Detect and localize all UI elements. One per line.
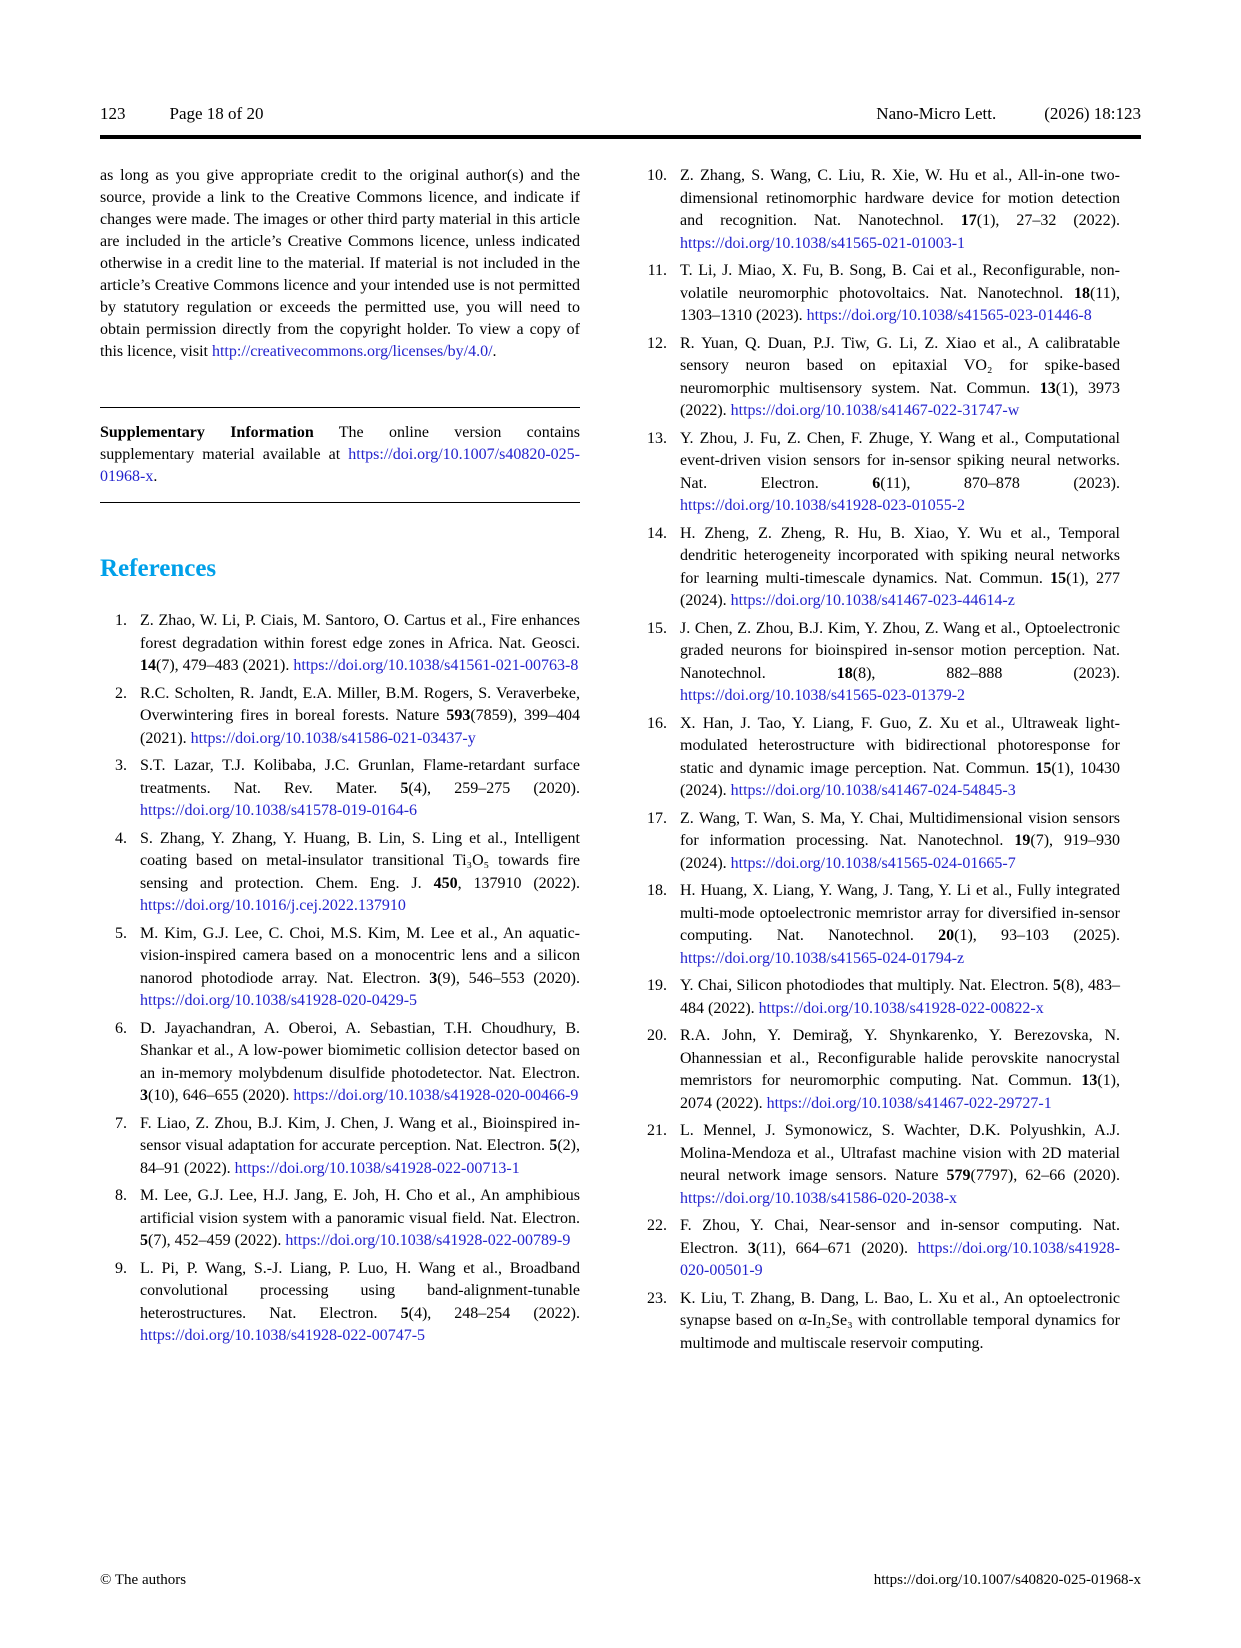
header-right <box>876 104 1141 124</box>
doi-link[interactable]: https://doi.org/10.1038/s41928-022-00713-1 <box>234 1159 520 1177</box>
reference-number: 9. <box>115 1259 127 1277</box>
reference-text-segment: 18 <box>836 664 853 682</box>
reference-text-segment: (8), 483–484 (2022). <box>680 977 1120 1017</box>
doi-link[interactable]: https://doi.org/10.1038/s41565-023-01379-2 <box>680 687 966 704</box>
reference-text-segment: (1), 27–32 (2022). <box>976 212 1120 229</box>
reference-item <box>640 1120 1120 1210</box>
reference-number: 8. <box>115 1187 127 1204</box>
reference-item <box>640 1215 1120 1283</box>
reference-item <box>640 523 1120 613</box>
reference-text-segment: (1), 277 (2024). <box>680 569 1120 609</box>
reference-text-segment: Z. Wang, T. Wan, S. Ma, Y. Chai, Multidimensional vision sensors for information processing. Nat. Nanotechnol. <box>680 809 1120 849</box>
reference-item <box>640 165 1120 255</box>
copyright-notice: © The authors <box>100 1572 187 1588</box>
reference-item <box>100 828 580 918</box>
reference-text <box>140 755 580 823</box>
doi-link[interactable]: https://doi.org/10.1016/j.cej.2022.137910 <box>140 897 406 914</box>
reference-number: 13. <box>647 429 667 447</box>
reference-text <box>680 260 1120 328</box>
doi-link[interactable]: https://doi.org/10.1038/s41565-024-01794-z <box>680 949 965 967</box>
article-number: 123 <box>100 104 126 123</box>
doi-link[interactable]: https://doi.org/10.1038/s41467-022-31747-w <box>730 402 1020 419</box>
reference-text-segment: (2), 84–91 (2022). <box>140 1137 580 1177</box>
right-column <box>640 165 1120 1360</box>
reference-text <box>140 923 580 1013</box>
reference-text-segment: S.T. Lazar, T.J. Kolibaba, J.C. Grunlan, Flame-retardant surface treatments. Nat. Rev. Mater. <box>140 757 580 797</box>
supplementary-text: . <box>153 468 158 485</box>
reference-text-segment: 19 <box>1014 832 1031 849</box>
reference-number: 19. <box>647 977 667 994</box>
reference-text <box>680 618 1120 708</box>
reference-text <box>140 683 580 751</box>
reference-text-segment: (4), 259–275 (2020). <box>408 779 580 797</box>
reference-text-segment: T. Li, J. Miao, X. Fu, B. Song, B. Cai et al., Reconfigurable, non-volatile neuromorphic photovoltaics. Nat. Nanotechnol. <box>680 262 1120 302</box>
reference-text-segment: (1), 2074 (2022). <box>680 1072 1120 1112</box>
reference-text-segment: 17 <box>960 212 977 229</box>
doi-link[interactable]: https://doi.org/10.1038/s41928-020-0429-5 <box>140 992 418 1009</box>
license-text: . <box>492 343 497 360</box>
reference-number: 6. <box>115 1019 127 1037</box>
reference-number: 1. <box>115 612 127 629</box>
reference-text <box>140 1018 580 1108</box>
reference-text <box>680 428 1120 518</box>
reference-number: 3. <box>115 757 127 774</box>
left-column <box>100 165 580 1360</box>
footer-doi: https://doi.org/10.1007/s40820-025-01968-x <box>873 1572 1141 1588</box>
reference-text-segment: 450 <box>433 874 458 892</box>
reference-text <box>680 165 1120 255</box>
reference-item <box>640 975 1120 1020</box>
reference-text <box>140 1258 580 1348</box>
reference-text-segment: D. Jayachandran, A. Oberoi, A. Sebastian, T.H. Choudhury, B. Shankar et al., A low-power biomimetic collision detector based on an in-memory molybdenum disulfide photodetector. Nat. Electron. <box>140 1019 580 1082</box>
doi-link[interactable]: https://doi.org/10.1038/s41467-024-54845-3 <box>730 782 1016 799</box>
doi-link[interactable]: https://doi.org/10.1038/s41565-021-01003-1 <box>680 234 966 252</box>
reference-number: 20. <box>647 1027 667 1044</box>
reference-item <box>640 1288 1120 1356</box>
reference-item <box>100 1113 580 1181</box>
reference-number: 4. <box>115 829 127 847</box>
doi-link[interactable]: https://doi.org/10.1038/s41928-023-01055-2 <box>680 497 966 514</box>
reference-text <box>140 1185 580 1253</box>
reference-number: 21. <box>647 1122 667 1139</box>
reference-number: 10. <box>647 167 667 184</box>
reference-text-segment: 5 <box>1052 977 1061 994</box>
reference-item <box>640 333 1120 423</box>
reference-text-segment: H. Zheng, Z. Zheng, R. Hu, B. Xiao, Y. Wu et al., Temporal dendritic heterogeneity incorporated with spiking neural networks for learning multi-timescale dynamics. Nat. Commun. <box>680 524 1120 587</box>
reference-text <box>140 610 580 678</box>
reference-item <box>640 713 1120 803</box>
reference-text-segment: L. Mennel, J. Symonowicz, S. Wachter, D.K. Polyushkin, A.J. Molina-Mendoza et al., Ultrafast machine vision with 2D material neural network image sensors. Nature <box>680 1122 1120 1184</box>
reference-text <box>680 808 1120 876</box>
reference-text-segment: 5 <box>400 1304 409 1322</box>
doi-link[interactable]: https://doi.org/10.1038/s41565-023-01446-8 <box>806 307 1092 324</box>
reference-text-segment: (10), 646–655 (2020). <box>148 1087 294 1104</box>
reference-text-segment: M. Kim, G.J. Lee, C. Choi, M.S. Kim, M. Lee et al., An aquatic-vision-inspired camera based on a monocentric lens and a silicon nanorod photodiode array. Nat. Electron. <box>140 924 580 987</box>
doi-link[interactable]: https://doi.org/10.1038/s41928-022-00789-9 <box>285 1232 571 1249</box>
reference-text <box>680 713 1120 803</box>
reference-item <box>640 880 1120 970</box>
reference-text-segment: 13 <box>1039 379 1056 397</box>
reference-text-segment: (4), 248–254 (2022). <box>408 1304 581 1322</box>
reference-text-segment: K. Liu, T. Zhang, B. Dang, L. Bao, L. Xu et al., An optoelectronic synapse based on α-In₂Se₃ with controllable temporal dynamics for multimode and multiscale reservoir computing. <box>680 1289 1120 1352</box>
reference-text-segment: (11), 870–878 (2023). <box>880 474 1121 492</box>
reference-item <box>640 260 1120 328</box>
reference-text-segment: Z. Zhao, W. Li, P. Ciais, M. Santoro, O. Cartus et al., Fire enhances forest degradation within forest edge zones in Africa. Nat. Geosci. <box>140 612 580 652</box>
reference-text-segment: S. Zhang, Y. Zhang, Y. Huang, B. Lin, S. Ling et al., Intelligent coating based on metal-insulator transitional Ti₃O₅ towards fire sensing and protection. Chem. Eng. J. <box>140 829 580 892</box>
supplementary-text: Supplementary Information <box>100 424 314 441</box>
reference-text-segment: (11), 664–671 (2020). <box>755 1239 918 1257</box>
reference-text <box>140 1113 580 1181</box>
reference-text-segment: X. Han, J. Tao, Y. Liang, F. Guo, Z. Xu et al., Ultraweak light-modulated heterostructure with bidirectional photoresponse for static and dynamic image perception. Nat. Commun. <box>680 714 1120 777</box>
reference-text-segment: (1), 3973 (2022). <box>680 379 1120 419</box>
doi-link[interactable]: https://doi.org/10.1038/s41565-024-01665-7 <box>730 854 1016 872</box>
reference-text-segment: 15 <box>1035 759 1052 777</box>
doi-link[interactable]: https://doi.org/10.1038/s41467-022-29727-1 <box>766 1094 1052 1112</box>
doi-link[interactable]: https://doi.org/10.1038/s41467-023-44614-z <box>730 592 1015 609</box>
reference-item <box>640 428 1120 518</box>
reference-number: 18. <box>647 882 667 899</box>
doi-link[interactable]: https://doi.org/10.1038/s41586-021-03437-y <box>190 729 476 747</box>
reference-text-segment: M. Lee, G.J. Lee, H.J. Jang, E. Joh, H. Cho et al., An amphibious artificial vision system with a panoramic visual field. Nat. Electron. <box>140 1187 580 1227</box>
reference-item <box>100 923 580 1013</box>
license-paragraph <box>100 165 580 363</box>
reference-text-segment: 3 <box>429 969 438 987</box>
reference-text <box>140 828 580 918</box>
supplementary-paragraph <box>100 422 580 488</box>
license-text: as long as you give appropriate credit to the original author(s) and the source, provide a link to the Creative Commons licence, and indicate if changes were made. The images or other third party material in this article are included in the article’s Creative Commons licence, unless indicated otherwise in a credit line to the material. If material is not included in the article’s Creative Commons licence and your intended use is not permitted by statutory regulation or exceeds the permitted use, you will need to obtain permission directly from the copyright holder. To view a copy of this licence, visit <box>100 167 580 360</box>
two-column-body <box>100 165 1120 1360</box>
reference-text-segment: Y. Zhou, J. Fu, Z. Chen, F. Zhuge, Y. Wang et al., Computational event-driven vision sensors for in-sensor spiking neural networks. Nat. Electron. <box>680 429 1120 492</box>
reference-text-segment: 5 <box>140 1232 148 1249</box>
issue-info: (2026) 18:123 <box>1044 104 1141 123</box>
reference-number: 11. <box>647 262 667 279</box>
reference-item <box>100 1018 580 1108</box>
reference-text-segment: R.A. John, Y. Demirağ, Y. Shynkarenko, Y. Berezovska, N. Ohannessian et al., Reconfigurable halide perovskite nanocrystal memristors for neuromorphic computing. Nat. Commun. <box>680 1027 1120 1089</box>
doi-link[interactable]: https://doi.org/10.1038/s41928-020-00501-9 <box>680 1239 1120 1279</box>
doi-link[interactable]: https://doi.org/10.1038/s41928-022-00822-x <box>758 999 1044 1017</box>
reference-item <box>640 618 1120 708</box>
journal-name: Nano-Micro Lett. <box>876 104 997 123</box>
reference-text-segment: (9), 546–553 (2020). <box>437 969 580 987</box>
reference-text-segment: J. Chen, Z. Zhou, B.J. Kim, Y. Zhou, Z. Wang et al., Optoelectronic graded neurons for bioinspired in-sensor motion perception. Nat. Nanotechnol. <box>680 619 1120 682</box>
doi-link[interactable]: https://doi.org/10.1038/s41928-020-00466-9 <box>293 1087 579 1104</box>
reference-text-segment: 579 <box>946 1167 971 1184</box>
reference-text-segment: (7), 919–930 (2024). <box>680 832 1120 872</box>
reference-text-segment: Y. Chai, Silicon photodiodes that multiply. Nat. Electron. <box>680 977 1053 994</box>
reference-text <box>680 333 1120 423</box>
reference-text-segment: L. Pi, P. Wang, S.-J. Liang, P. Luo, H. Wang et al., Broadband convolutional processing using band-alignment-tunable heterostructures. Nat. Electron. <box>140 1259 580 1322</box>
reference-text-segment: 3 <box>140 1087 148 1104</box>
reference-text-segment: (8), 882–888 (2023). <box>852 664 1121 682</box>
reference-item <box>640 1025 1120 1115</box>
header-left <box>100 104 263 124</box>
reference-text <box>680 880 1120 970</box>
reference-number: 15. <box>647 619 667 637</box>
reference-text-segment: 5 <box>549 1137 558 1154</box>
license-link[interactable]: http://creativecommons.org/licenses/by/4.0/ <box>211 343 493 360</box>
supplementary-doi-link[interactable]: https://doi.org/10.1007/s40820-025-01968-x <box>100 446 580 485</box>
reference-text-segment: Z. Zhang, S. Wang, C. Liu, R. Xie, W. Hu et al., All-in-one two-dimensional retinomorphic hardware device for motion detection and recognition. Nat. Nanotechnol. <box>680 167 1120 229</box>
reference-text-segment: F. Liao, Z. Zhou, B.J. Kim, J. Chen, J. Wang et al., Bioinspired in-sensor visual adaptation for accurate perception. Nat. Electron. <box>140 1114 580 1154</box>
reference-text-segment: (1), 10430 (2024). <box>680 759 1120 799</box>
reference-number: 22. <box>647 1217 667 1234</box>
supplementary-information-block <box>100 407 580 503</box>
reference-item <box>100 1258 580 1348</box>
reference-text-segment: (7), 479–483 (2021). <box>156 657 294 674</box>
reference-text <box>680 1025 1120 1115</box>
reference-text-segment: 593 <box>446 707 471 724</box>
references-list-right <box>640 165 1120 1355</box>
reference-text-segment: (1), 93–103 (2025). <box>954 927 1120 944</box>
supplementary-text: The online version contains supplementary material available at <box>100 424 581 463</box>
reference-text-segment: (7797), 62–66 (2020). <box>970 1167 1120 1184</box>
reference-number: 5. <box>115 924 127 942</box>
reference-item <box>640 808 1120 876</box>
reference-item <box>100 755 580 823</box>
reference-text-segment: 18 <box>1073 284 1090 302</box>
page-footer <box>100 1572 1141 1589</box>
reference-number: 12. <box>647 334 667 352</box>
reference-text <box>680 1120 1120 1210</box>
references-list-left <box>100 610 580 1348</box>
reference-text-segment: 13 <box>1081 1072 1098 1089</box>
reference-item <box>100 683 580 751</box>
reference-text-segment: F. Zhou, Y. Chai, Near-sensor and in-sensor computing. Nat. Electron. <box>680 1217 1120 1257</box>
references-heading: References <box>100 555 217 582</box>
reference-text-segment: 15 <box>1050 569 1067 587</box>
reference-text-segment: (11), 1303–1310 (2023). <box>680 284 1120 324</box>
reference-text-segment: 6 <box>872 474 881 492</box>
reference-item <box>100 1185 580 1253</box>
doi-link[interactable]: https://doi.org/10.1038/s41586-020-2038-x <box>680 1189 958 1207</box>
reference-text-segment: 14 <box>140 657 156 674</box>
reference-text-segment: H. Huang, X. Liang, Y. Wang, J. Tang, Y. Li et al., Fully integrated multi-mode optoelectronic memristor array for diversified in-sensor computing. Nat. Nanotechnol. <box>680 882 1120 944</box>
doi-link[interactable]: https://doi.org/10.1038/s41578-019-0164-6 <box>140 802 418 819</box>
reference-number: 2. <box>115 684 127 702</box>
reference-text-segment: R. Yuan, Q. Duan, P.J. Tiw, G. Li, Z. Xiao et al., A calibratable sensory neuron based on epitaxial VO₂ for spike-based neuromorphic multisensory system. Nat. Commun. <box>680 334 1120 397</box>
reference-text-segment: (7859), 399–404 (2021). <box>140 707 580 747</box>
reference-text-segment: 3 <box>747 1239 756 1257</box>
reference-number: 14. <box>647 524 667 542</box>
reference-text <box>680 523 1120 613</box>
reference-text-segment: (7), 452–459 (2022). <box>148 1232 286 1249</box>
reference-text-segment: R.C. Scholten, R. Jandt, E.A. Miller, B.M. Rogers, S. Veraverbeke, Overwintering fires in boreal forests. Nature <box>140 684 580 724</box>
reference-text <box>680 1215 1120 1283</box>
page-info: Page 18 of 20 <box>169 104 264 123</box>
doi-link[interactable]: https://doi.org/10.1038/s41561-021-00763-8 <box>293 657 579 674</box>
reference-number: 16. <box>647 714 667 732</box>
reference-item <box>100 610 580 678</box>
reference-number: 17. <box>647 809 667 827</box>
doi-link[interactable]: https://doi.org/10.1038/s41928-022-00747-5 <box>140 1327 426 1344</box>
page-header <box>100 104 1141 139</box>
reference-number: 23. <box>647 1289 667 1307</box>
reference-text-segment: 20 <box>938 927 955 944</box>
reference-text-segment: 5 <box>400 779 409 797</box>
reference-text <box>680 1288 1120 1356</box>
reference-number: 7. <box>115 1114 127 1132</box>
reference-text <box>680 975 1120 1020</box>
reference-text-segment: , 137910 (2022). <box>457 874 581 892</box>
